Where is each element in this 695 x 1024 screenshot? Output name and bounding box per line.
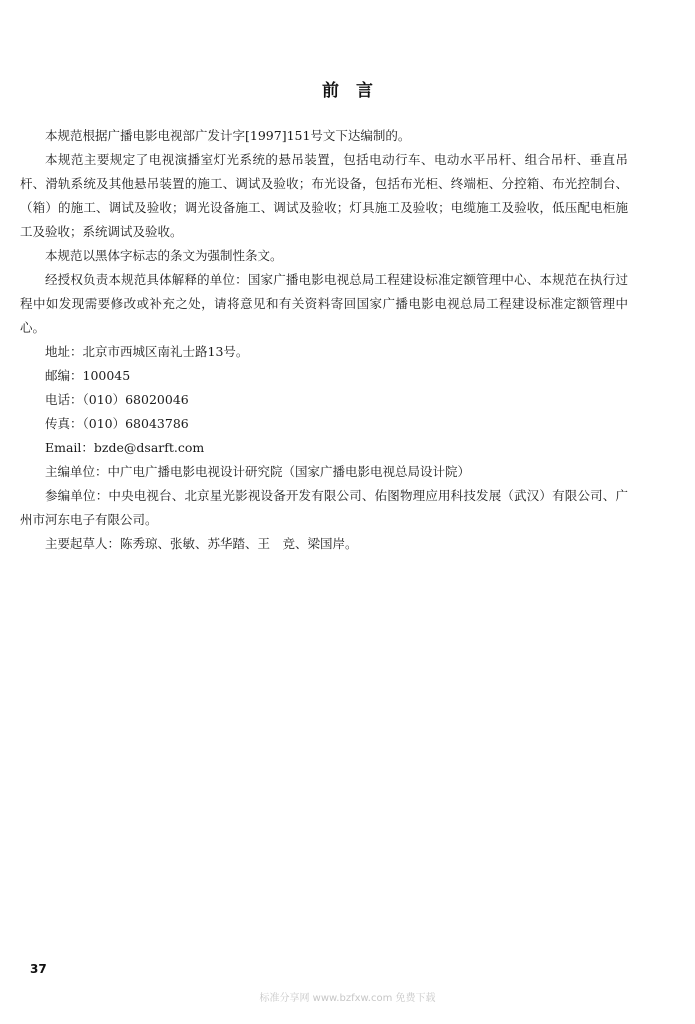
page-number: 37 [30,962,47,976]
paragraph-mandatory-clauses: 本规范以黑体字标志的条文为强制性条文。 [45,248,283,263]
paragraph-postcode: 邮编：100045 [45,368,131,383]
paragraph-drafters: 主要起草人：陈秀琼、张敏、苏华踏、王 竞、梁国岸。 [45,536,358,551]
paragraph-fax: 传真：（010）68043786 [45,416,189,431]
paragraph-address: 地址：北京市西城区南礼士路13号。 [45,344,249,359]
watermark: 标准分享网 www.bzfxw.com 免费下载 [259,993,436,1004]
paragraph-source: 本规范根据广播电影电视部广发计字[1997]151号文下达编制的。 [45,128,411,143]
paragraph-scope: 本规范主要规定了电视演播室灯光系统的悬吊装置，包括电动行车、电动水平吊杆、组合吊杆、垂直吊杆、滑轨系统及其他悬吊装置的施工、调试及验收；布光设备，包括布光柜、终端柜、分控箱、布光控制台、（箱）的施工、调试及验收；调光设备施工、调试及验收；灯具施工及验收；电缆施工及验收，低压配电柜施工及验收；系统调试及验收。 [20,152,628,239]
preface-body [20,124,628,556]
paragraph-telephone: 电话：（010）68020046 [45,392,189,407]
page-title: 前 言 [322,81,373,101]
paragraph-chief-editor: 主编单位：中广电广播电影电视设计研究院（国家广播电影电视总局设计院） [45,464,471,479]
paragraph-interpretation: 经授权负责本规范具体解释的单位：国家广播电影电视总局工程建设标准定额管理中心、本规范在执行过程中如发现需要修改或补充之处，请将意见和有关资料寄回国家广播电影电视总局工程建设标准定额管理中心。 [20,272,628,335]
paragraph-email: Email：bzde@dsarft.com [45,440,205,455]
paragraph-participants: 参编单位：中央电视台、北京星光影视设备开发有限公司、佑图物理应用科技发展（武汉）有限公司、广州市河东电子有限公司。 [20,488,628,527]
